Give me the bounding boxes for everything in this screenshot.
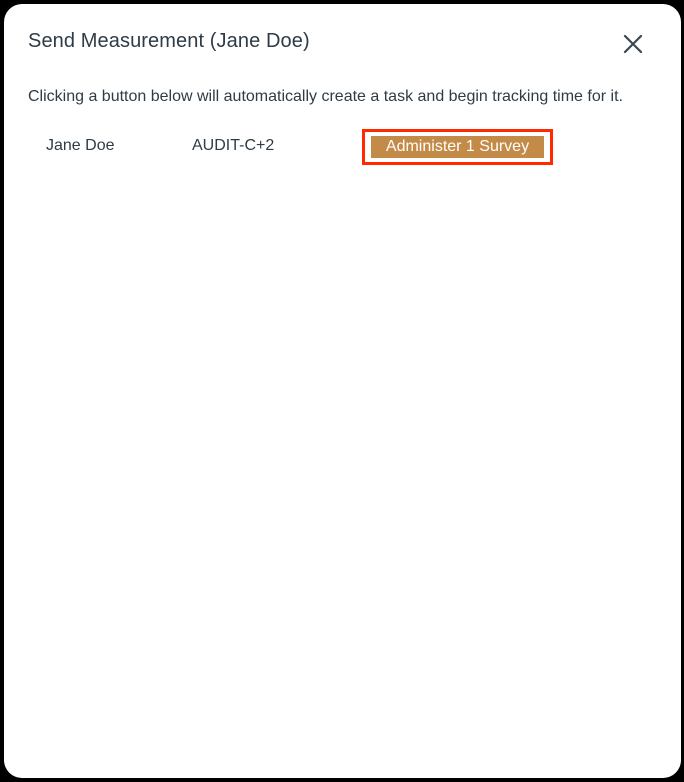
table-row xyxy=(4,129,681,165)
dialog-title: Send Measurement (Jane Doe) xyxy=(28,30,310,52)
send-measurement-dialog xyxy=(4,4,681,778)
instructions-text: Clicking a button below will automatically create a task and begin tracking time for it. xyxy=(28,88,623,105)
button-highlight xyxy=(362,129,553,165)
close-button[interactable] xyxy=(618,30,648,60)
close-icon xyxy=(623,34,643,57)
measure-name: AUDIT-C+2 xyxy=(192,137,275,154)
administer-survey-button[interactable]: Administer 1 Survey xyxy=(371,136,544,158)
patient-name: Jane Doe xyxy=(46,137,115,154)
